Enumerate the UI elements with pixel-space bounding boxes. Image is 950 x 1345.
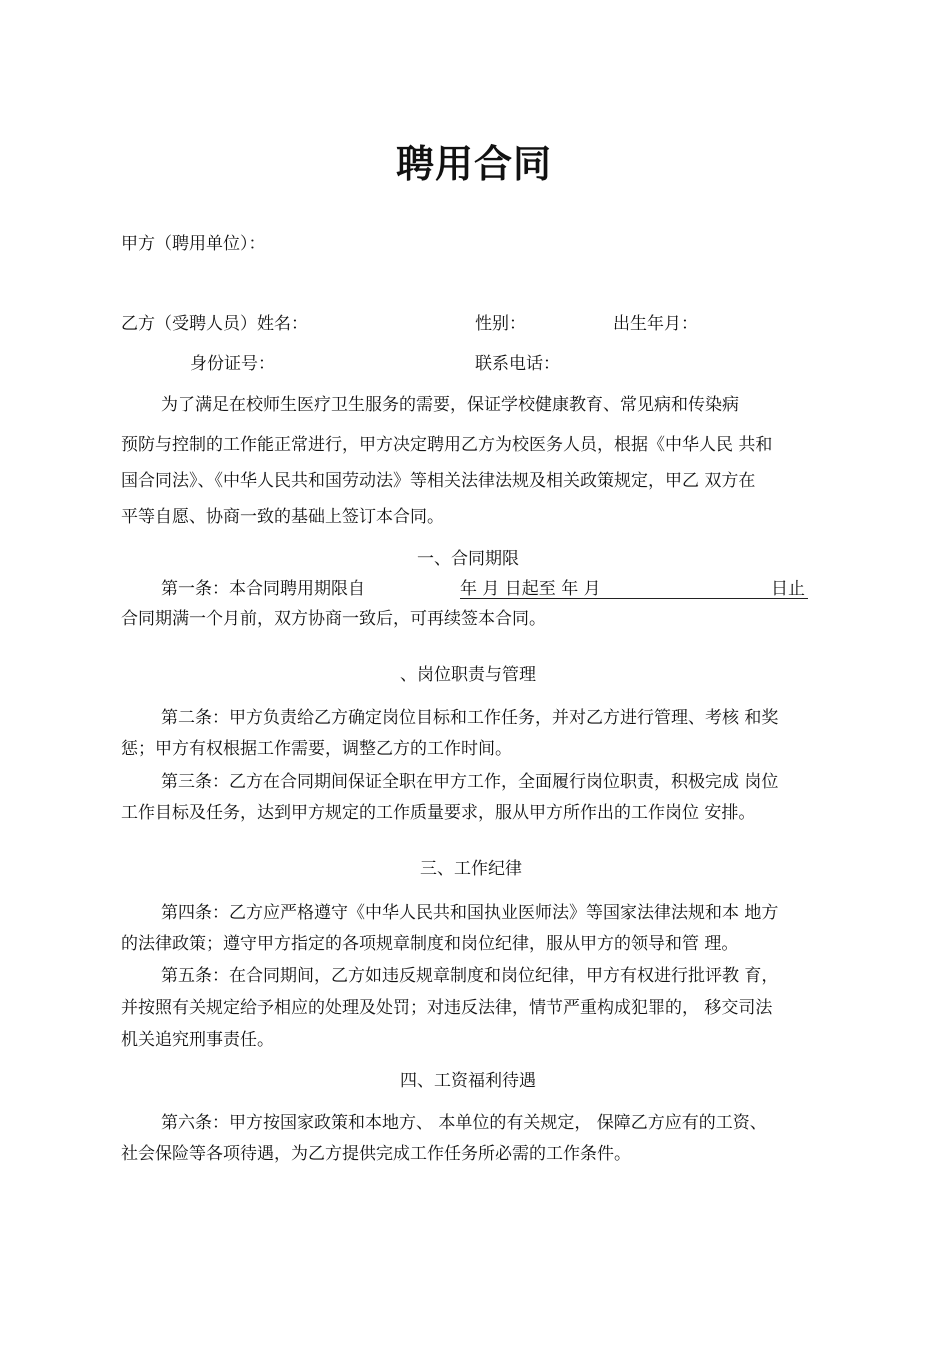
article-4-line: 的法律政策；遵守甲方指定的各项规章制度和岗位纪律，服从甲方的领导和管 理。 (121, 934, 739, 954)
preamble-line: 为了满足在校师生医疗卫生服务的需要，保证学校健康教育、常见病和传染病 (161, 395, 739, 415)
party-b-name-label: 乙方（受聘人员）姓名： (121, 314, 308, 334)
article-1-end: 日止 (771, 579, 805, 599)
article-5-line: 第五条：在合同期间，乙方如违反规章制度和岗位纪律，甲方有权进行批评教 育， (161, 966, 779, 986)
article-5-line: 机关追究刑事责任。 (121, 1030, 274, 1050)
article-4-line: 第四条：乙方应严格遵守《中华人民共和国执业医师法》等国家法律法规和本 地方 (161, 903, 779, 923)
party-b-phone-label: 联系电话： (475, 354, 560, 374)
article-2-line: 惩；甲方有权根据工作需要，调整乙方的工作时间。 (121, 739, 512, 759)
section-heading: 、岗位职责与管理 (400, 665, 536, 685)
article-2-line: 第二条：甲方负责给乙方确定岗位目标和工作任务，并对乙方进行管理、考核 和奖 (161, 708, 779, 728)
article-1-date-range: 年 月 日起至 年 月 (460, 579, 601, 599)
article-5-line: 并按照有关规定给予相应的处理及处罚；对违反法律，情节严重构成犯罪的， 移交司法 (121, 998, 773, 1018)
party-b-id-label: 身份证号： (190, 354, 275, 374)
preamble-line: 平等自愿、协商一致的基础上签订本合同。 (121, 507, 444, 527)
article-3-line: 第三条：乙方在合同期间保证全职在甲方工作，全面履行岗位职责，积极完成 岗位 (161, 772, 779, 792)
article-1-label: 第一条：本合同聘用期限自 (161, 579, 365, 599)
section-heading: 三、工作纪律 (420, 859, 522, 879)
preamble-line: 预防与控制的工作能正常进行，甲方决定聘用乙方为校医务人员，根据《中华人民 共和 (121, 435, 773, 455)
article-6-line: 社会保险等各项待遇，为乙方提供完成工作任务所必需的工作条件。 (121, 1144, 631, 1164)
section-heading: 一、合同期限 (417, 549, 519, 569)
article-6-line: 第六条：甲方按国家政策和本地方、 本单位的有关规定， 保障乙方应有的工资、 (161, 1113, 767, 1133)
party-b-birth-label: 出生年月： (613, 314, 698, 334)
page-title: 聘用合同 (396, 142, 553, 186)
article-1-line: 合同期满一个月前，双方协商一致后，可再续签本合同。 (121, 609, 546, 629)
party-a-label: 甲方（聘用单位）： (121, 234, 266, 254)
party-b-gender-label: 性别： (475, 314, 526, 334)
preamble-line: 国合同法》、《中华人民共和国劳动法》等相关法律法规及相关政策规定，甲乙 双方在 (121, 471, 756, 491)
article-1-underline (460, 598, 808, 599)
article-3-line: 工作目标及任务，达到甲方规定的工作质量要求，服从甲方所作出的工作岗位 安排。 (121, 803, 756, 823)
section-heading: 四、工资福利待遇 (400, 1071, 536, 1091)
